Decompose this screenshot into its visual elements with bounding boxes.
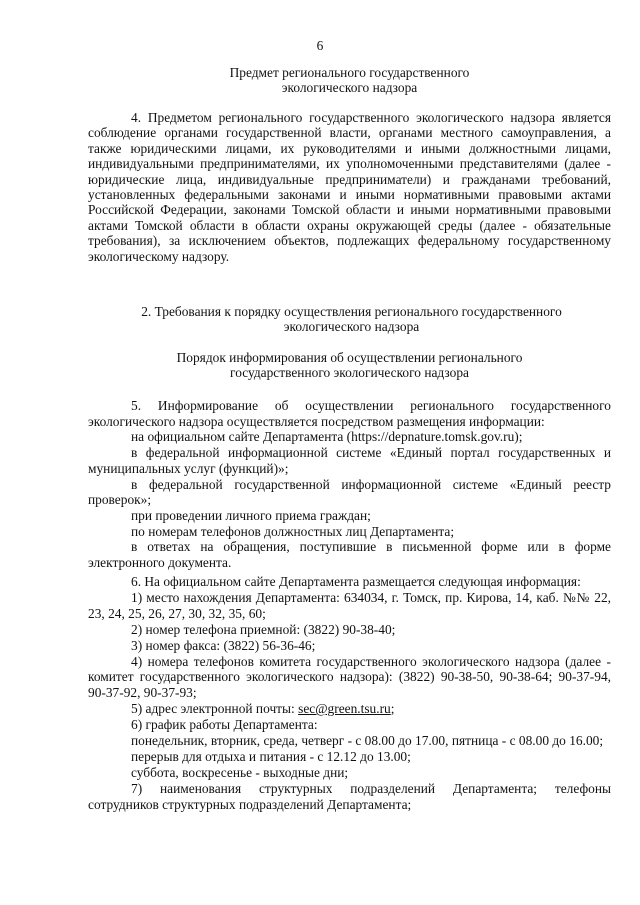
list-item: 3) номер факса: (3822) 56-36-46; (131, 637, 316, 653)
list-item: 1) место нахождения Департамента: 634034, г. Томск, пр. Кирова, 14, каб. №№ 22, 23, 24, 25, 26, 27, 30, 32, 35, 60; (88, 589, 611, 621)
paragraph-5 (88, 398, 611, 571)
section-2-heading-line-1: 2. Требования к порядку осуществления регионального государственного (141, 304, 562, 319)
email-suffix: ; (390, 701, 395, 717)
email-link[interactable]: sec@green.tsu.ru (298, 701, 391, 717)
paragraph-6 (88, 574, 611, 813)
list-item: 2) номер телефона приемной: (3822) 90-38-40; (131, 621, 396, 637)
subsection-heading-line-2: государственного экологического надзора (230, 365, 469, 381)
list-item: по номерам телефонов должностных лиц Департамента; (131, 523, 455, 539)
list-item: 7) наименования структурных подразделений Департамента; телефоны сотрудников структурных подразделений Департамента; (88, 780, 611, 812)
list-item: 4) номера телефонов комитета государственного экологического надзора (далее - комитет государственного экологического надзора): (3822) 90-38-50, 90-38-64; 90-37-94, 90-37-92, 90-37-93; (88, 653, 611, 701)
section-heading-line-1: Предмет регионального государственного (229, 65, 470, 80)
email-label: 5) адрес электронной почты: (131, 701, 299, 717)
list-item: в федеральной информационной системе «Единый портал государственных и муниципальных услуг (функций)»; (88, 445, 611, 476)
list-item: на официальном сайте Департамента (https://depnature.tomsk.gov.ru); (131, 429, 523, 445)
paragraph-5-intro: 5. Информирование об осуществлении регионального государственного экологического надзора осуществляется посредством размещения информации: (88, 398, 611, 429)
list-item: 6) график работы Департамента: (131, 717, 318, 733)
list-item: в федеральной государственной информационной системе «Единый реестр проверок»; (88, 476, 611, 508)
list-item: при проведении личного приема граждан; (131, 507, 371, 523)
section-2-heading (90, 304, 613, 334)
paragraph-4: 4. Предметом регионального государственного экологического надзора является соблюдение органами государственной власти, органами местного самоуправления, а также юридическими лицами, их руководителями и иными должностными лицами, индивидуальными предпринимателями, их уполномоченными представителями (далее - юридические лица, индивидуальные предприниматели) и гражданами требований, установленных федеральными законами и иными нормативными правовыми актами Российской Федерации, законами Томской области и иными нормативными правовыми актами Томской области в области охраны окружающей среды (далее - обязательные требования), за исключением объектов, подлежащих федеральному государственному экологическому надзору. (88, 110, 611, 264)
section-heading-line-2: экологического надзора (281, 80, 418, 96)
paragraph-6-intro: 6. На официальном сайте Департамента размещается следующая информация: (131, 574, 581, 589)
section-heading (88, 65, 611, 95)
schedule-line: суббота, воскресенье - выходные дни; (131, 764, 349, 780)
schedule-line: перерыв для отдыха и питания - с 12.12 до 13.00; (131, 748, 411, 764)
list-item (88, 701, 611, 717)
list-item: в ответах на обращения, поступившие в письменной форме или в форме электронного документа. (88, 539, 611, 571)
subsection-heading-line-1: Порядок информирования об осуществлении регионального (176, 350, 523, 365)
schedule-line: понедельник, вторник, среда, четверг - с 08.00 до 17.00, пятница - с 08.00 до 16.00; (131, 733, 604, 749)
section-2-heading-line-2: экологического надзора (283, 319, 420, 335)
subsection-heading (88, 350, 611, 380)
page-number: 6 (316, 38, 324, 53)
